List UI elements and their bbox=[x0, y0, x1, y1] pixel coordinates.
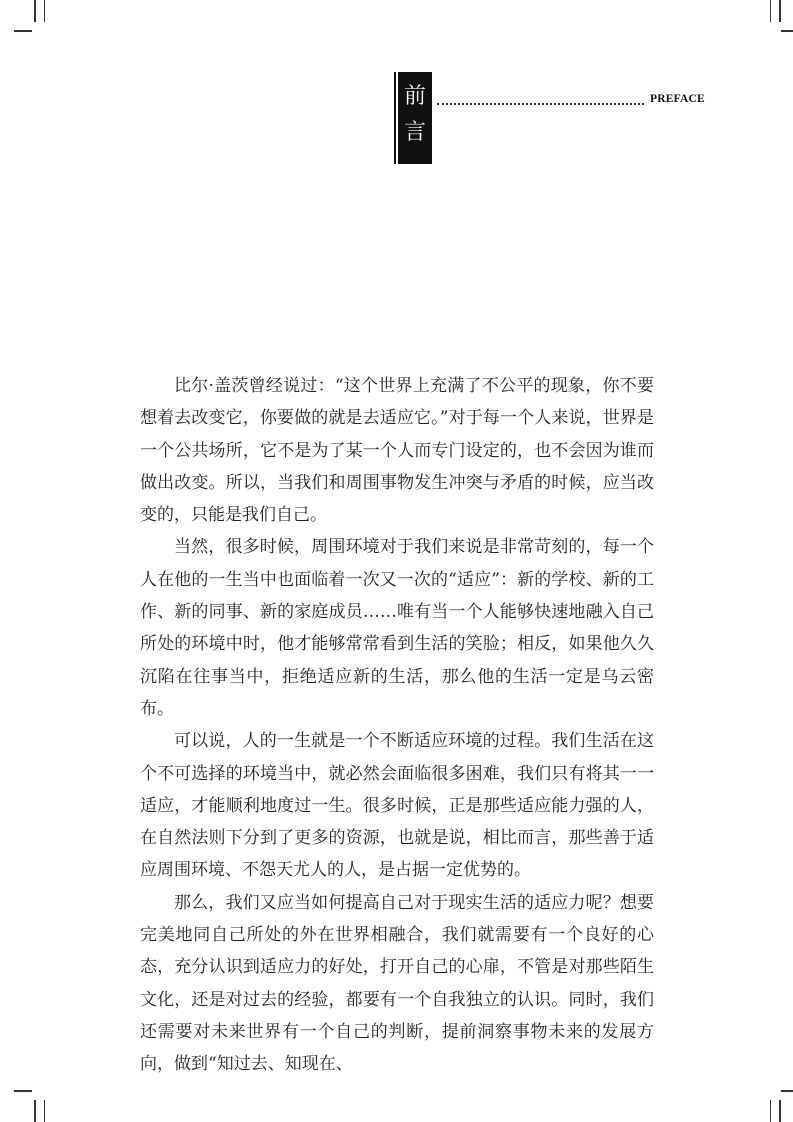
crop-mark-top-left bbox=[44, 0, 45, 22]
dotted-leader-line bbox=[437, 103, 644, 105]
title-bar-edge bbox=[394, 72, 396, 164]
chapter-title-char-2: 言 bbox=[403, 120, 426, 145]
crop-mark-top-right bbox=[779, 0, 781, 22]
crop-mark-bottom-right bbox=[779, 1100, 781, 1122]
crop-mark-bottom-right bbox=[770, 1100, 771, 1122]
crop-mark-top-left bbox=[34, 0, 36, 22]
crop-mark-bottom-left bbox=[14, 1090, 32, 1092]
preface-label: PREFACE bbox=[650, 93, 705, 105]
crop-mark-bottom-left bbox=[34, 1100, 36, 1122]
crop-mark-top-right bbox=[781, 30, 793, 32]
paragraph: 可以说，人的一生就是一个不断适应环境的过程。我们生活在这个不可选择的环境当中，就必然会面临很多困难，我们只有将其一一适应，才能顺利地度过一生。很多时候，正是那些适应能力强的人，在自然法则下分到了更多的资源，也就是说，相比而言，那些善于适应周围环境、不怨天尤人的人，是占据一定优势的。 bbox=[140, 731, 654, 881]
crop-mark-top-left bbox=[14, 30, 32, 32]
crop-mark-bottom-left bbox=[44, 1100, 45, 1122]
crop-mark-bottom-right bbox=[781, 1090, 793, 1092]
paragraph: 那么，我们又应当如何提高自己对于现实生活的适应力呢？想要完美地同自己所处的外在世界相融合，我们就需要有一个良好的心态，充分认识到适应力的好处，打开自己的心扉，不管是对那些陌生文化，还是对过去的经验，都要有一个自我独立的认识。同时，我们还需要对未来世界有一个自己的判断，提前洞察事物未来的发展方向，做到“知过去、知现在、 bbox=[140, 892, 654, 1075]
crop-mark-top-right bbox=[770, 0, 771, 22]
chapter-title-char-1: 前 bbox=[403, 84, 426, 109]
paragraph: 比尔·盖茨曾经说过：“这个世界上充满了不公平的现象，你不要想着去改变它，你要做的就是去适应它。”对于每一个人来说，世界是一个公共场所，它不是为了某一个人而专门设定的，也不会因为谁而做出改变。所以，当我们和周围事物发生冲突与矛盾的时候，应当改变的，只能是我们自己。 bbox=[140, 376, 654, 526]
paragraph: 当然，很多时候，周围环境对于我们来说是非常苛刻的，每一个人在他的一生当中也面临着一次又一次的“适应”：新的学校、新的工作、新的同事、新的家庭成员……唯有当一个人能够快速地融入自己所处的环境中时，他才能够常常看到生活的笑脸；相反，如果他久久沉陷在往事当中，拒绝适应新的生活，那么他的生活一定是乌云密布。 bbox=[140, 537, 654, 719]
preface-body bbox=[140, 370, 654, 1081]
